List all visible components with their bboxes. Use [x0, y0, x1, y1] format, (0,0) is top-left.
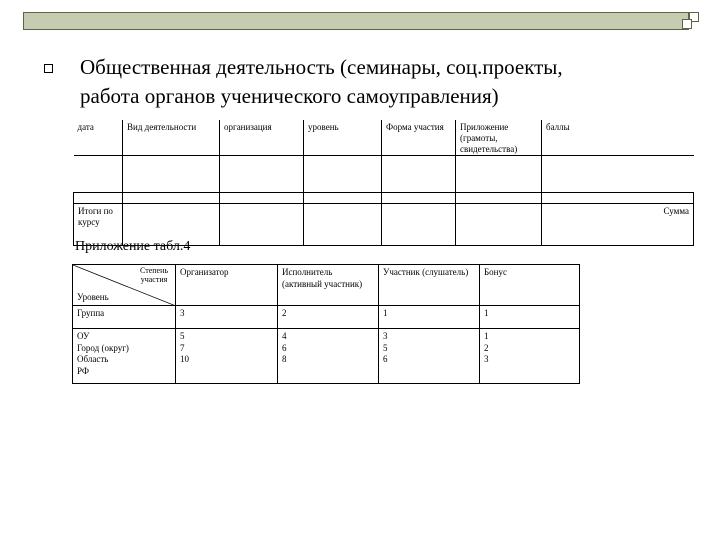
- levels-list: [73, 329, 176, 384]
- header-performer: Исполнитель (активный участник): [278, 265, 379, 306]
- table-cell: [304, 204, 382, 246]
- table-caption: Приложение табл.4: [75, 239, 191, 254]
- table-cell: [382, 156, 456, 193]
- slide-title: [80, 53, 680, 111]
- header-date: дата: [74, 120, 123, 156]
- table-cell: [456, 156, 542, 193]
- table-cell: 2: [278, 306, 379, 329]
- table-cell: [220, 193, 304, 204]
- corner-bottom-label: Уровень: [77, 291, 109, 302]
- table-cell: [379, 329, 480, 384]
- sum-label: Сумма: [542, 204, 694, 246]
- table-cell: 1: [379, 306, 480, 329]
- activity-table: [73, 120, 694, 246]
- cell-value: 1: [484, 331, 489, 341]
- level-label: Город (округ): [77, 342, 129, 353]
- header-organization: организация: [220, 120, 304, 156]
- cell-value: 5: [383, 342, 388, 353]
- table-cell: [74, 156, 123, 193]
- table-cell: [456, 204, 542, 246]
- table-cell: [480, 329, 580, 384]
- table-cell: [382, 193, 456, 204]
- cell-value: 3: [484, 354, 489, 364]
- header-organizer: Организатор: [176, 265, 278, 306]
- bullet-square-icon: [44, 64, 53, 73]
- table-cell: 1: [480, 306, 580, 329]
- totals-label: Итоги по курсу: [74, 204, 123, 246]
- header-attachment: Приложение (грамоты, свидетельства): [456, 120, 542, 156]
- table-cell: [542, 193, 694, 204]
- table-cell: [304, 193, 382, 204]
- level-label: Область: [77, 354, 109, 364]
- table-cell: [123, 156, 220, 193]
- slide-header-bar: [23, 12, 689, 30]
- cell-value: 7: [180, 342, 185, 353]
- corner-top-label: Степень участия: [139, 266, 169, 284]
- cell-value: 8: [282, 354, 287, 364]
- cell-value: 2: [484, 342, 489, 353]
- table-cell: [382, 204, 456, 246]
- cell-value: 5: [180, 331, 185, 341]
- cell-value: 6: [383, 354, 388, 364]
- table-cell: [176, 329, 278, 384]
- group-label: Группа: [73, 306, 176, 329]
- table-cell: [74, 193, 123, 204]
- table-cell: [278, 329, 379, 384]
- table-cell: 3: [176, 306, 278, 329]
- table-cell: [542, 156, 694, 193]
- header-level: уровень: [304, 120, 382, 156]
- cell-value: 3: [383, 331, 388, 341]
- table-cell: [304, 156, 382, 193]
- table-cell: [123, 193, 220, 204]
- level-label: РФ: [77, 365, 89, 376]
- table-cell: [220, 156, 304, 193]
- table-cell: [456, 193, 542, 204]
- title-line-1: Общественная деятельность (семинары, соц.проекты,: [80, 55, 563, 79]
- cell-value: 10: [180, 354, 189, 364]
- title-line-2: работа органов ученического самоуправления): [80, 84, 499, 108]
- header-participation-form: Форма участия: [382, 120, 456, 156]
- table-cell: [220, 204, 304, 246]
- corner-square-bottom: [682, 19, 692, 29]
- header-bonus: Бонус: [480, 265, 580, 306]
- header-participant: Участник (слушатель): [379, 265, 480, 306]
- cell-value: 6: [282, 342, 287, 353]
- cell-value: 4: [282, 331, 287, 341]
- level-label: ОУ: [77, 331, 90, 341]
- corner-header: [73, 265, 176, 306]
- points-table: [72, 264, 580, 384]
- header-activity-type: Вид деятельности: [123, 120, 220, 156]
- header-points: баллы: [542, 120, 694, 156]
